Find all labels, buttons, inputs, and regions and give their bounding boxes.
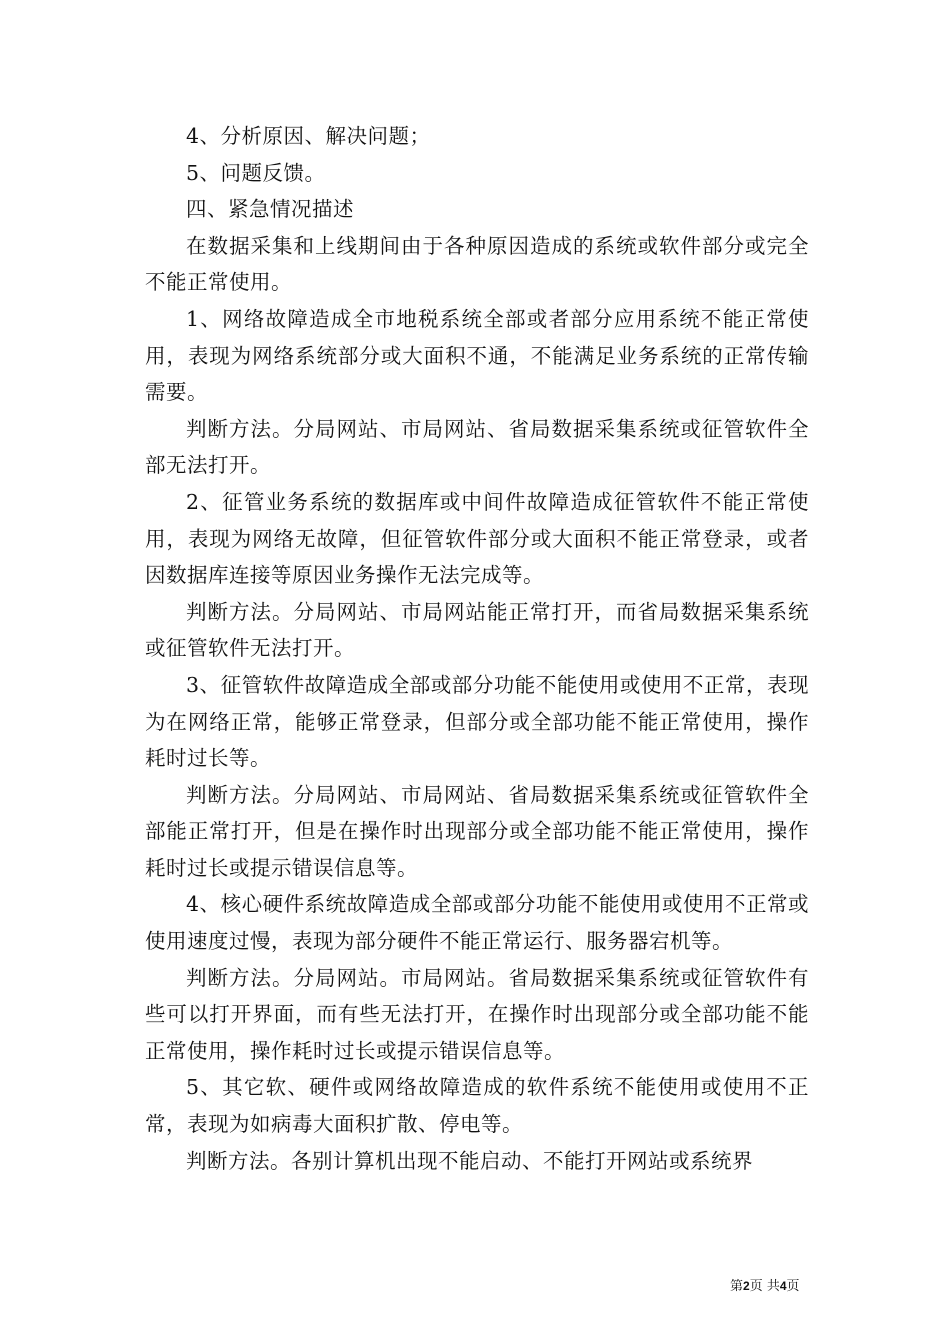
footer-page-number: 2 (743, 1279, 750, 1293)
footer-total-pages: 4 (779, 1279, 787, 1293)
paragraph: 判断方法。分局网站。市局网站。省局数据采集系统或征管软件有些可以打开界面，而有些无法打开，在操作时出现部分或全部功能不能正常使用，操作耗时过长或提示错误信息等。 (145, 965, 809, 1063)
section-heading: 四、紧急情况描述 (186, 197, 354, 222)
paragraph: 4、核心硬件系统故障造成全部或部分功能不能使用或使用不正常或使用速度过慢，表现为部分硬件不能正常运行、服务器宕机等。 (145, 892, 809, 954)
paragraph: 5、其它软、硬件或网络故障造成的软件系统不能使用或使用不正常，表现为如病毒大面积扩散、停电等。 (145, 1075, 809, 1137)
paragraph: 5、问题反馈。 (186, 160, 326, 185)
paragraph: 在数据采集和上线期间由于各种原因造成的系统或软件部分或完全不能正常使用。 (145, 233, 809, 295)
paragraph: 判断方法。各别计算机出现不能启动、不能打开网站或系统界 (186, 1148, 753, 1173)
document-body (145, 118, 809, 1179)
footer-suffix: 页 (786, 1279, 800, 1294)
paragraph: 4、分析原因、解决问题； (186, 124, 431, 148)
paragraph: 3、征管软件故障造成全部或部分功能不能使用或使用不正常，表现为在网络正常，能够正常登录，但部分或全部功能不能正常使用，操作耗时过长等。 (145, 672, 809, 771)
paragraph: 1、网络故障造成全市地税系统全部或者部分应用系统不能正常使用，表现为网络系统部分或大面积不通，不能满足业务系统的正常传输需要。 (145, 306, 809, 405)
paragraph: 判断方法。分局网站、市局网站、省局数据采集系统或征管软件全部无法打开。 (145, 416, 809, 478)
paragraph: 2、征管业务系统的数据库或中间件故障造成征管软件不能正常使用，表现为网络无故障，但征管软件部分或大面积不能正常登录，或者因数据库连接等原因业务操作无法完成等。 (145, 489, 809, 588)
paragraph: 判断方法。分局网站、市局网站能正常打开，而省局数据采集系统或征管软件无法打开。 (145, 599, 809, 661)
footer-prefix: 第 (730, 1279, 744, 1294)
paragraph: 判断方法。分局网站、市局网站、省局数据采集系统或征管软件全部能正常打开，但是在操作时出现部分或全部功能不能正常使用，操作耗时过长或提示错误信息等。 (145, 782, 809, 880)
page-footer (730, 1278, 800, 1295)
footer-middle: 页 共 (749, 1279, 780, 1294)
